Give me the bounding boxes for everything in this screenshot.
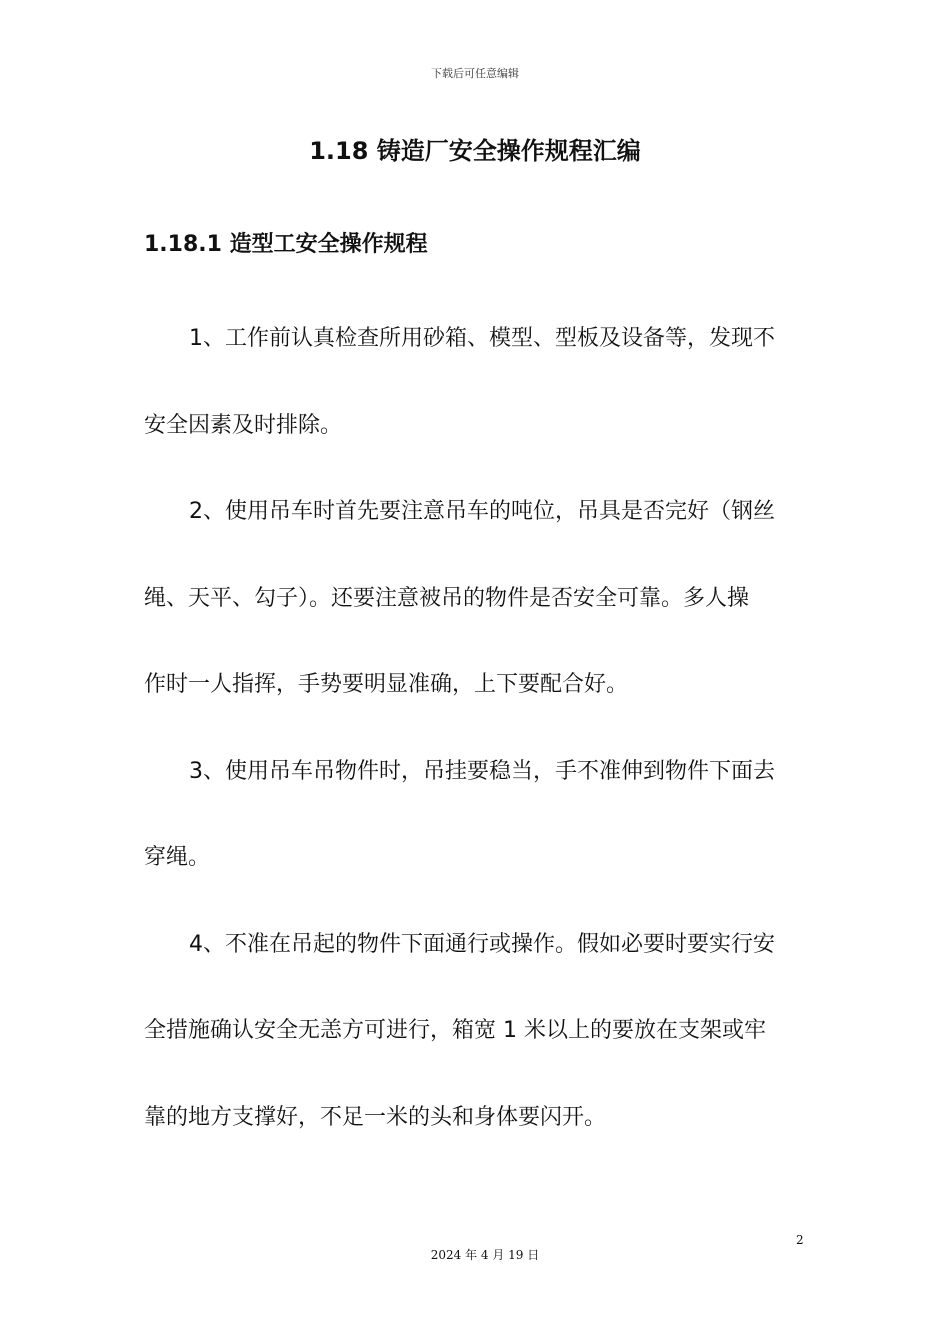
paragraph-1-line-1: 1、工作前认真检查所用砂箱、模型、型板及设备等，发现不 xyxy=(189,326,775,351)
page-number: 2 xyxy=(796,1233,804,1247)
paragraph-1-line-2: 安全因素及时排除。 xyxy=(144,413,343,438)
paragraph-2-line-2: 绳、天平、勾子）。还要注意被吊的物件是否安全可靠。多人操 xyxy=(144,586,750,611)
paragraph-4-line-3: 靠的地方支撑好，不足一米的头和身体要闪开。 xyxy=(144,1105,607,1130)
document-title: 1.18 铸造厂安全操作规程汇编 xyxy=(309,137,641,165)
paragraph-4-line-2: 全措施确认安全无恙方可进行，箱宽 1 米以上的要放在支架或牢 xyxy=(144,1018,766,1043)
section-title: 1.18.1 造型工安全操作规程 xyxy=(144,232,428,257)
paragraph-4-line-1: 4、不准在吊起的物件下面通行或操作。假如必要时要实行安 xyxy=(189,932,775,957)
paragraph-3-line-2: 穿绳。 xyxy=(144,845,211,870)
paragraph-2-line-3: 作时一人指挥，手势要明显准确，上下要配合好。 xyxy=(144,672,629,697)
page-header: 下载后可任意编辑 xyxy=(431,67,519,80)
page-footer-date: 2024 年 4 月 19 日 xyxy=(430,1248,540,1262)
paragraph-3-line-1: 3、使用吊车吊物件时，吊挂要稳当，手不准伸到物件下面去 xyxy=(189,759,775,784)
paragraph-2-line-1: 2、使用吊车时首先要注意吊车的吨位，吊具是否完好（钢丝 xyxy=(189,499,775,524)
